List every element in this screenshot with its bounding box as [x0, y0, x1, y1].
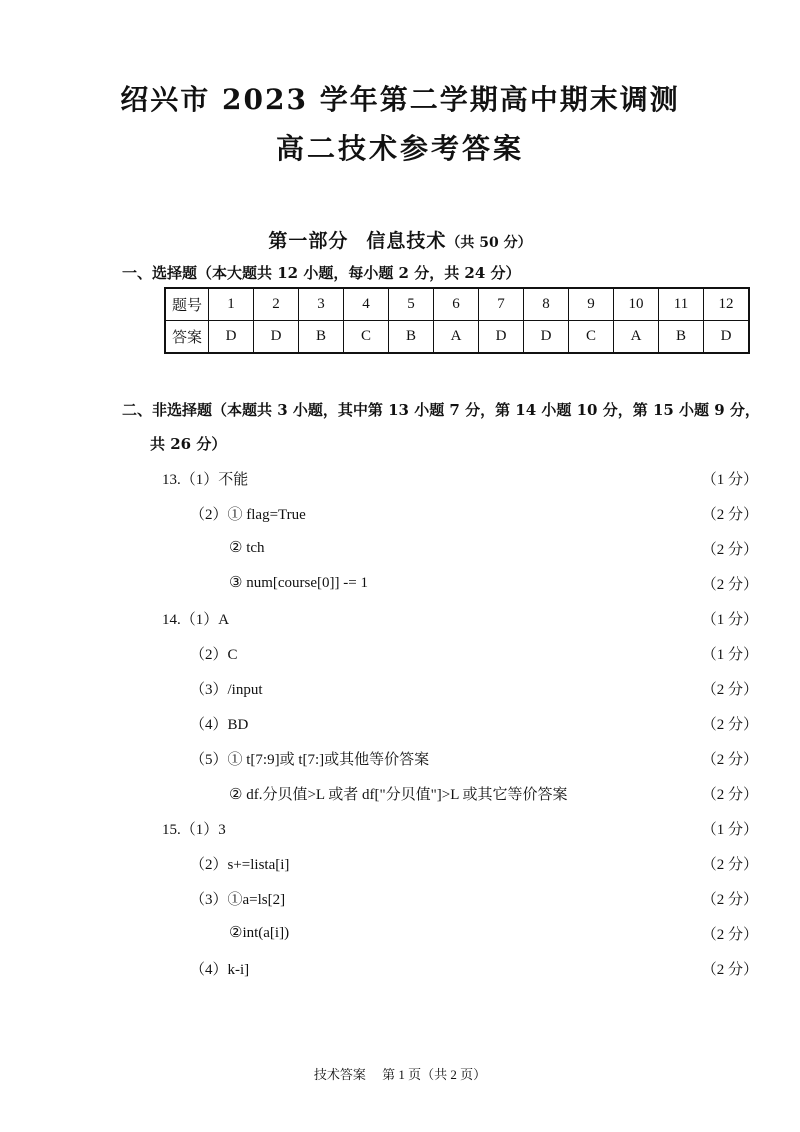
answer-points: （2 分）: [701, 892, 758, 908]
answer-item: [0, 853, 800, 877]
table-cell-number: 6: [434, 288, 479, 321]
answer-item: [0, 608, 800, 632]
table-header-answer: 答案: [165, 321, 209, 354]
answer-item: [0, 958, 800, 982]
table-cell-answer: C: [569, 321, 614, 354]
table-cell-number: 11: [659, 288, 704, 321]
answer-text: 14.（1）A: [162, 612, 230, 628]
answer-points: （2 分）: [701, 717, 758, 733]
answer-points: （1 分）: [701, 612, 758, 628]
page-subtitle: 高二技术参考答案: [275, 132, 524, 165]
answer-item: [0, 503, 800, 527]
answer-text: （2）C: [190, 647, 238, 663]
table-cell-number: 2: [254, 288, 299, 321]
table-cell-answer: C: [344, 321, 389, 354]
answer-item: [0, 643, 800, 667]
answer-text: （4）BD: [190, 717, 249, 733]
table-cell-number: 7: [479, 288, 524, 321]
table-cell-answer: A: [614, 321, 659, 354]
answer-text: （5）① t[7:9]或 t[7:]或其他等价答案: [190, 752, 430, 768]
answer-item: [0, 748, 800, 772]
table-cell-answer: B: [659, 321, 704, 354]
table-row-answers: [165, 321, 749, 354]
answer-text: （3）/input: [190, 682, 263, 698]
part-heading: [0, 226, 800, 253]
section2-heading-cont: 共 26 分）: [150, 435, 227, 453]
table-row-numbers: [165, 288, 749, 321]
answer-points: （2 分）: [701, 542, 758, 558]
table-cell-answer: B: [299, 321, 344, 354]
table-cell-number: 8: [524, 288, 569, 321]
answer-points: （2 分）: [701, 682, 758, 698]
table-cell-number: 4: [344, 288, 389, 321]
answer-text: 13.（1）不能: [162, 472, 249, 488]
answer-item: [0, 783, 800, 807]
table-cell-answer: A: [434, 321, 479, 354]
answer-points: （2 分）: [701, 577, 758, 593]
answer-text: ②int(a[i]): [229, 925, 290, 941]
part-score: （共 50 分）: [446, 235, 532, 251]
answer-points: （2 分）: [701, 927, 758, 943]
answer-points: （2 分）: [701, 787, 758, 803]
answer-text: （2）① flag=True: [190, 507, 306, 523]
answer-item: [0, 818, 800, 842]
answer-points: （1 分）: [701, 647, 758, 663]
answer-text: 15.（1）3: [162, 822, 226, 838]
answer-text: ③ num[course[0]] -= 1: [229, 575, 368, 591]
table-cell-number: 10: [614, 288, 659, 321]
answer-points: （1 分）: [701, 472, 758, 488]
answer-text: ② df.分贝值>L 或者 df["分贝值"]>L 或其它等价答案: [229, 787, 568, 803]
answer-points: （2 分）: [701, 857, 758, 873]
table-cell-answer: B: [389, 321, 434, 354]
answer-points: （2 分）: [701, 752, 758, 768]
table-cell-answer: D: [479, 321, 524, 354]
answer-item: [0, 923, 800, 947]
table-cell-number: 12: [704, 288, 750, 321]
table-cell-answer: D: [524, 321, 569, 354]
answer-points: （2 分）: [701, 962, 758, 978]
answer-item: [0, 678, 800, 702]
answer-item: [0, 538, 800, 562]
answer-text: （3）①a=ls[2]: [190, 892, 286, 908]
table-cell-number: 1: [209, 288, 254, 321]
section1-heading: 一、选择题（本大题共 12 小题，每小题 2 分，共 24 分）: [122, 264, 521, 282]
table-cell-answer: D: [254, 321, 299, 354]
answer-item: [0, 468, 800, 492]
answer-item: [0, 888, 800, 912]
table-cell-answer: D: [209, 321, 254, 354]
answer-table: [164, 287, 750, 354]
section2-heading: 二、非选择题（本题共 3 小题，其中第 13 小题 7 分，第 14 小题 10 分，第 15 小题 9 分，: [122, 401, 760, 419]
part-label: 第一部分: [268, 230, 349, 252]
page-footer: 技术答案 第 1 页（共 2 页）: [313, 1067, 487, 1082]
table-cell-answer: D: [704, 321, 750, 354]
answer-text: ② tch: [229, 540, 265, 556]
answer-points: （2 分）: [701, 507, 758, 523]
answer-text: （4）k-i]: [190, 962, 250, 978]
answer-points: （1 分）: [701, 822, 758, 838]
table-header-question: 题号: [165, 288, 209, 321]
page-title: 绍兴市 2023 学年第二学期高中期末调测: [120, 83, 680, 116]
table-cell-number: 3: [299, 288, 344, 321]
answer-text: （2）s+=lista[i]: [190, 857, 290, 873]
part-name: 信息技术: [366, 230, 447, 252]
answer-item: [0, 713, 800, 737]
answer-item: [0, 573, 800, 597]
table-cell-number: 9: [569, 288, 614, 321]
table-cell-number: 5: [389, 288, 434, 321]
